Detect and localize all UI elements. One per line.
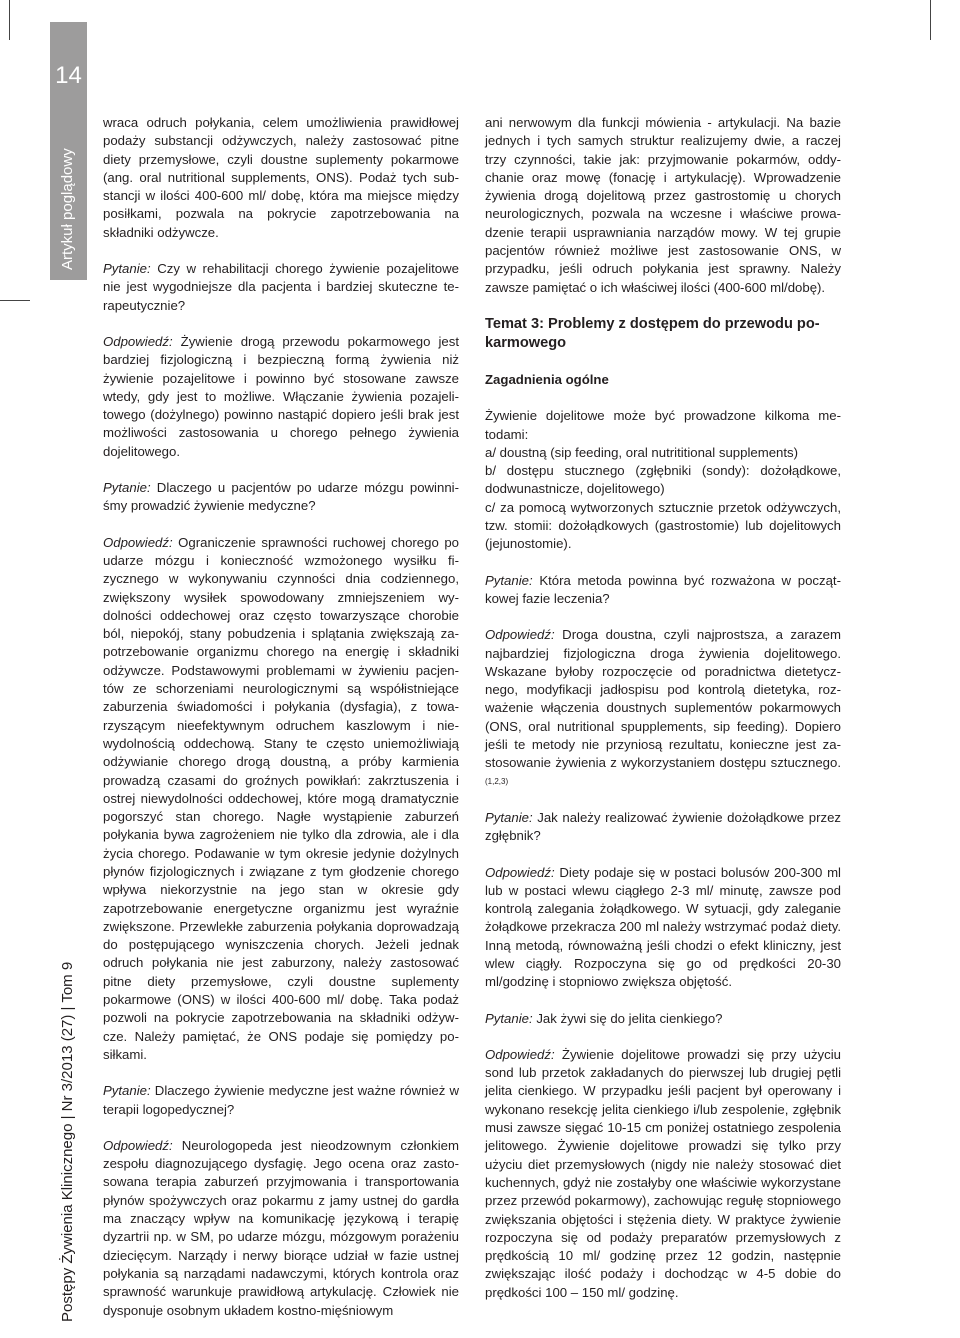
sub-title: Zagadnienia ogólne	[485, 371, 609, 387]
section-label: Artykuł poglądowy	[59, 148, 76, 270]
question-label: Pytanie:	[485, 809, 533, 825]
question-paragraph	[485, 809, 841, 846]
list-item-b: b/ dostępu stucznego (zgłębniki (sondy): dożołądkowe, dodwunastnicze, dojelitowego)	[485, 463, 841, 497]
question-paragraph	[485, 1010, 841, 1028]
answer-paragraph	[485, 1046, 841, 1302]
question-label: Pytanie:	[103, 480, 151, 496]
list-item-a: a/ doustną (sip feeding, oral nutrititional supplements)	[485, 444, 799, 460]
intro-text: Żywienie dojelitowe może być prowadzone kilkoma metodami:	[485, 408, 841, 442]
answer-text: Droga doustna, czyli najprostsza, a zarazem najbardziej fizjologiczna droga żywienia dojelitowego. Wskazane byłoby rozpoczęcie od poradnictwa dietetycznego, modyfikacji jadłospisu pod kontrolą dietetyka, rozważenie włączenia doustnych suplementów pokarmowych (ONS, oral nutritional spupplements, sip feeding). Dopiero jeśli te metody nie przyniosą rezultatu, konieczne jest zastosowanie żywienia z wykorzystaniem dostępu sztucznego.	[485, 627, 841, 771]
section-title: Temat 3: Problemy z dostępem do przewodu pokarmowego	[485, 315, 820, 351]
answer-label: Odpowiedź:	[103, 333, 173, 349]
question-label: Pytanie:	[485, 572, 533, 588]
answer-paragraph	[103, 1137, 459, 1320]
question-label: Pytanie:	[103, 1083, 151, 1099]
question-label: Pytanie:	[103, 261, 151, 277]
crop-mark-middle-left	[0, 300, 30, 301]
answer-paragraph	[485, 626, 841, 791]
answer-text: Żywienie drogą przewodu pokarmowego jest bardziej fizjologiczną i bezpieczną formą żywienia niż żywienie pozajelitowe i powinno być stosowane zawsze wtedy, gdy jest to możliwe. Włączanie żywienia pozajelitowego (dożylnego) powinno nastąpić dopiero jeśli brak jest możliwości zastosowania u chorego pełnego żywienia dojelitowego.	[103, 333, 459, 459]
answer-text: Diety podaje się w postaci bolusów 200-300 ml lub w postaci wlewu ciągłego 2-3 ml/ minutę, zawsze pod kontrolą zalegania żołądkowego. W sytuacji, gdy zaleganie żołądkowe przekracza 200 ml należy wstrzymać podaż diety. Inną metodą, równoważną jeśli chodzi o efekt kliniczny, jest wlew ciągły. Rozpoczyna się go od prędkości 20-30 ml/godzinę i stopniowo zwiększa objętość.	[485, 864, 841, 990]
question-paragraph	[103, 260, 459, 315]
methods-list	[485, 407, 841, 553]
question-label: Pytanie:	[485, 1010, 533, 1026]
question-text: Jak należy realizować żywienie dożołądkowe przez zgłębnik?	[485, 809, 841, 844]
answer-label: Odpowiedź:	[485, 864, 555, 880]
answer-paragraph	[103, 333, 459, 461]
question-text: Która metoda powinna być rozważona w początkowej fazie leczenia?	[485, 572, 841, 606]
question-paragraph	[485, 572, 841, 609]
question-text: Dlaczego żywienie medyczne jest ważne również w terapii logopedycznej?	[103, 1083, 459, 1117]
list-item-c: c/ za pomocą wytworzonych sztucznie przetok odżywczych, tzw. stomii: dożołądkowych (gastrostomie) lub dojelitowych (jejunostomie).	[485, 499, 841, 552]
citation: (1,2,3)	[485, 776, 509, 786]
answer-label: Odpowiedź:	[103, 1137, 173, 1153]
question-text: Dlaczego u pacjentów po udarze mózgu powinniśmy prowadzić żywienie medyczne?	[103, 480, 459, 514]
answer-text: Neurologopeda jest nieodzownym członkiem zespołu diagnozującego dysfagię. Jego ocena oraz zastosowana terapia zaburzeń przyjmowania i transportowania płynów spożywczych oraz pokarmu z jamy ustnej do gardła ma znaczący wpływ na komunikację językową i terapię dyzartrii np. w SM, po udarze mózgu, mózgowym porażeniu dziecięcym. Narządy i nerwy biorące udział w fazie ustnej połykania są narządami nadawczymi, których kontrola oraz sprawność warunkuje prawidłową artykulację. Człowiek nie dysponuje osobnym układem kostno-mięśniowym	[103, 1137, 459, 1318]
question-text: Jak żywi się do jelita cienkiego?	[532, 1010, 723, 1026]
answer-paragraph	[485, 864, 841, 992]
paragraph: ani nerwowym dla funkcji mówienia - artykulacji. Na bazie jednych i tych samych struktur realizujemy dwie, a raczej trzy czynności, takie jak: przyjmowanie pokarmów, oddychanie oraz mowę (fonację i artykulację). Wprowadzenie żywienia drogą dojelitową przez gastrostomię u chorych neurologicznych, pozwala na wczesne i właściwe prowadzenie terapii usprawniania narządów mowy. W tej grupie pacjentów również możliwe jest zastosowanie ONS, w przypadku, jeśli odruch połykania jest sprawny. Należy zawsze pamiętać o ich właściwej ilości (400-600 ml/dobę).	[485, 115, 841, 295]
question-text: Czy w rehabilitacji chorego żywienie pozajelitowe nie jest wygodniejsze dla pacjenta i bardziej skuteczne terapeutycznie?	[103, 261, 459, 313]
right-column	[485, 114, 841, 1320]
question-paragraph	[103, 479, 459, 516]
page-tab	[50, 22, 87, 280]
answer-label: Odpowiedź:	[485, 1046, 555, 1062]
answer-paragraph	[103, 534, 459, 1065]
answer-label: Odpowiedź:	[103, 534, 173, 550]
left-column	[103, 114, 459, 1338]
question-paragraph	[103, 1082, 459, 1119]
paragraph: wraca odruch połykania, celem umożliwienia prawidłowej podaży substancji odżywczych, należy zastosować pitne diety przemysłowe, czyli doustne suplementy pokarmowe (ang. oral nutritional supplements, ONS). Podaż tych substancji w ilości 400-600 ml/ dobę, która ma miejsce między posiłkami, pozwala na pokrycie zapotrzebowania na składniki odżywcze.	[103, 115, 459, 240]
sidebar	[50, 22, 87, 1322]
answer-text: Żywienie dojelitowe prowadzi się przy użyciu sond lub przetok zakładanych do pierwszej lub drugiej pętli jelita cienkiego. W przypadku jeśli pacjent był operowany i wykonano resekcję jelita cienkiego i/lub zespolenie, zgłębnik musi zawsze sięgać 10-15 cm poniżej ostatniego zespolenia jelitowego. Żywienie dojelitowe prowadzi się tylko przy użyciu diet przemysłowych (nigdy nie należy stosować diet kuchennych, gdyż nie zostałyby one właściwie wykorzystane przez przewód pokarmowy), zachowując regułę stopniowego zwiększania objętości i stężenia diety. W praktyce żywienie rozpoczyna się od podaży preparatów przemysłowych z prędkością 10 ml/ godzinę przez 12 godzin, następnie zwiększając ilość podaży i dochodząc w 4-5 dobie do prędkości 100 – 150 ml/ godzinę.	[485, 1046, 841, 1300]
crop-mark-top-left	[9, 0, 10, 40]
crop-mark-top-right	[930, 0, 931, 40]
journal-running-head: Postępy Żywienia Klinicznego | Nr 3/2013 (27) | Tom 9	[59, 961, 76, 1322]
answer-text: Ograniczenie sprawności ruchowej chorego po udarze mózgu i konieczność wzmożonego wysiłku fizycznego w wykonywaniu czynności dnia codziennego, zwiększony wysiłek spowodowany zmniejszeniem wydolności oddechowej oraz często towarzyszące chorobie ból, niepokój, stany pobudzenia i splątania zwiększają zapotrzebowanie organizmu chorego na energię i składniki odżywcze. Podstawowymi problemami w żywieniu pacjentów ze schorzeniami neurologicznymi są współistniejące zaburzenia świadomości i połykania (dysfagia), z towarzyszącym nieefektywnym odruchem kaszlowym i niewydolnością oddechową. Stany te często uniemożliwiają odżywianie chorego drogą doustną, a próby karmienia prowadzą czasami do groźnych powikłań: zakrztuszenia i ostrej niewydolności oddechowej, które mogą dramatycznie pogorszyć stan chorego. Nagłe wystąpienie zaburzeń połykania bywa zagrożeniem nie tylko dla zdrowia, ale i dla życia chorego. Podawanie w tym okresie jedynie dożylnych płynów fizjologicznych i związane z tym głodzenie chorego wpływa niekorzystnie na jego stan w okresie gdy zapotrzebowanie energetyczne organizmu jest wyraźnie zwiększone. Przewlekłe zaburzenia połykania doprowadzają do postępującego wyniszczenia chorych. Jeżeli jednak odruch połykania nie jest zaburzony, należy zastosować pitne diety przemysłowe, czyli doustne suplementy pokarmowe (ONS) w ilości 400-600 ml/ dobę. Taka podaż pozwoli na pokrycie zapotrzebowania na składniki odżywcze. Należy pamiętać, że ONS podaje się pomiędzy posiłkami.	[103, 534, 459, 1062]
page-number: 14	[55, 62, 82, 89]
answer-label: Odpowiedź:	[485, 627, 555, 643]
